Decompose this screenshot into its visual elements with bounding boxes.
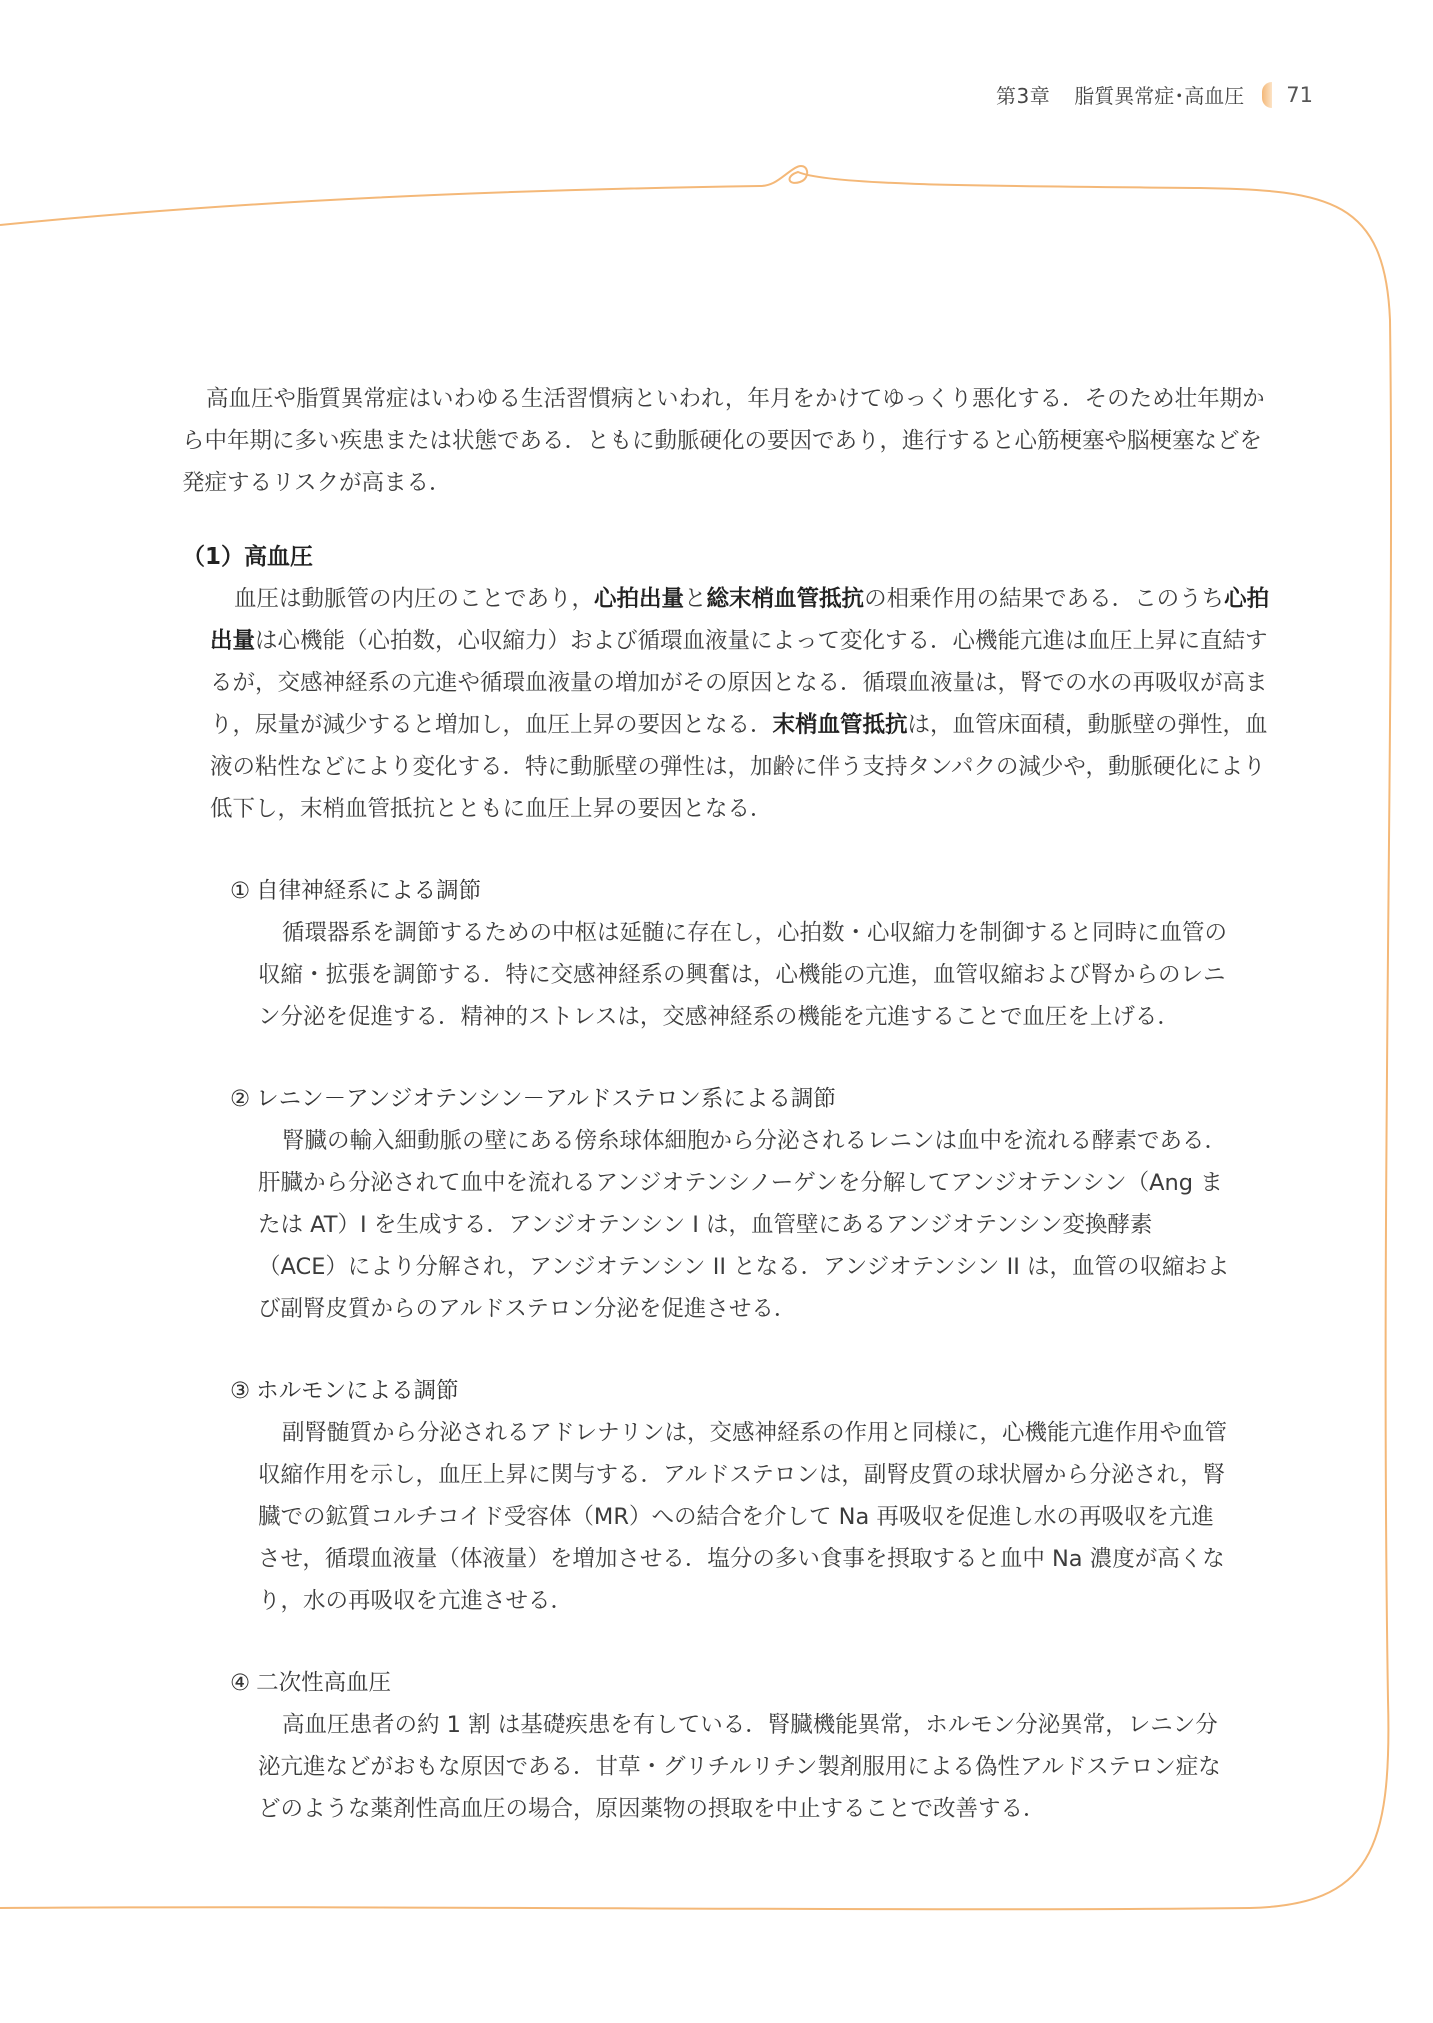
subsection-body: 腎臓の輸入細動脈の壁にある傍糸球体細胞から分泌されるレニンは血中を流れる酵素である．肝臓から分泌されて血中を流れるアンジオテンシノーゲンを分解してアンジオテンシン（Ang または AT）I を生成する．アンジオテンシン I は，血管壁にあるアンジオテンシン変換酵素（ACE）により分解され，アンジオテンシン II となる．アンジオテンシン II は，血管の収縮および副腎皮質からのアルドステロン分泌を促進させる． [258,1128,1230,1322]
subsection-heading [230,1078,1230,1120]
subsection-title: 自律神経系による調節 [256,878,482,904]
text-run: と [684,586,707,612]
subsection-autonomic [230,870,1230,1038]
subsection-heading [230,1370,1230,1412]
text-run: 血圧は動脈管の内圧のことであり， [234,586,595,612]
page-number: 71 [1286,82,1313,107]
page-header [996,80,1313,109]
subsection-number: ④ [230,1670,251,1696]
subsection-number: ① [230,878,251,904]
subsection-secondary [230,1662,1230,1830]
subsection-heading [230,870,1230,912]
subsection-number: ③ [230,1378,251,1404]
bold-term: 末梢血管抵抗 [772,712,908,738]
subsection-title: ホルモンによる調節 [256,1378,459,1404]
text-run: の相乗作用の結果である．このうち [864,586,1225,612]
chapter-title: 脂質異常症･高血圧 [1074,84,1245,108]
section-paragraph-hypertension [210,578,1272,830]
subsection-body: 循環器系を調節するための中枢は延髄に存在し，心拍数・心収縮力を制御すると同時に血管の収縮・拡張を調節する．特に交感神経系の興奮は，心機能の亢進，血管収縮および腎からのレニン分泌を促進する．精神的ストレスは，交感神経系の機能を亢進することで血圧を上げる． [258,920,1228,1030]
bold-term: 総末梢血管抵抗 [706,586,865,612]
chapter-label: 第3章 [996,84,1051,108]
subsection-body: 高血圧患者の約 1 割 は基礎疾患を有している．腎臓機能異常，ホルモン分泌異常，レニン分泌亢進などがおもな原因である．甘草・グリチルリチン製剤服用による偽性アルドステロン症などのような薬剤性高血圧の場合，原因薬物の摂取を中止することで改善する． [258,1712,1221,1822]
text-run: は，血管床面積，動脈壁の弾性，血液の粘性などにより変化する．特に動脈壁の弾性は，加齢に伴う支持タンパクの減少や，動脈硬化により低下し，末梢血管抵抗とともに血圧上昇の要因となる． [210,712,1268,822]
subsection-heading [230,1662,1230,1704]
chapter-tab-marker [1262,82,1272,108]
text-run: は心機能（心拍数，心収縮力）および循環血液量によって変化する．心機能亢進は血圧上昇に直結するが，交感神経系の亢進や循環血液量の増加がその原因となる．循環血液量は，腎での水の再吸収が高まり，尿量が減少すると増加し，血圧上昇の要因となる． [210,628,1268,738]
subsection-number: ② [230,1086,251,1112]
section-heading-hypertension: （1）高血圧 [182,544,314,570]
subsection-title: 二次性高血圧 [256,1670,392,1696]
bold-term: 心拍出量 [594,586,685,612]
subsection-raas [230,1078,1230,1330]
subsection-title: レニン－アンジオテンシン－アルドステロン系による調節 [256,1086,836,1112]
main-content [182,378,1272,1870]
bold-term: 心拍出量 [210,586,1270,654]
subsection-hormone [230,1370,1230,1622]
intro-paragraph: 高血圧や脂質異常症はいわゆる生活習慣病といわれ，年月をかけてゆっくり悪化する．そのため壮年期から中年期に多い疾患または状態である．ともに動脈硬化の要因であり，進行すると心筋梗塞や脳梗塞などを発症するリスクが高まる． [182,386,1265,496]
subsection-body: 副腎髄質から分泌されるアドレナリンは，交感神経系の作用と同様に，心機能亢進作用や血管収縮作用を示し，血圧上昇に関与する．アルドステロンは，副腎皮質の球状層から分泌され，腎臓での鉱質コルチコイド受容体（MR）への結合を介して Na 再吸収を促進し水の再吸収を亢進させ，循環血液量（体液量）を増加させる．塩分の多い食事を摂取すると血中 Na 濃度が高くなり，水の再吸収を亢進させる． [258,1420,1228,1614]
